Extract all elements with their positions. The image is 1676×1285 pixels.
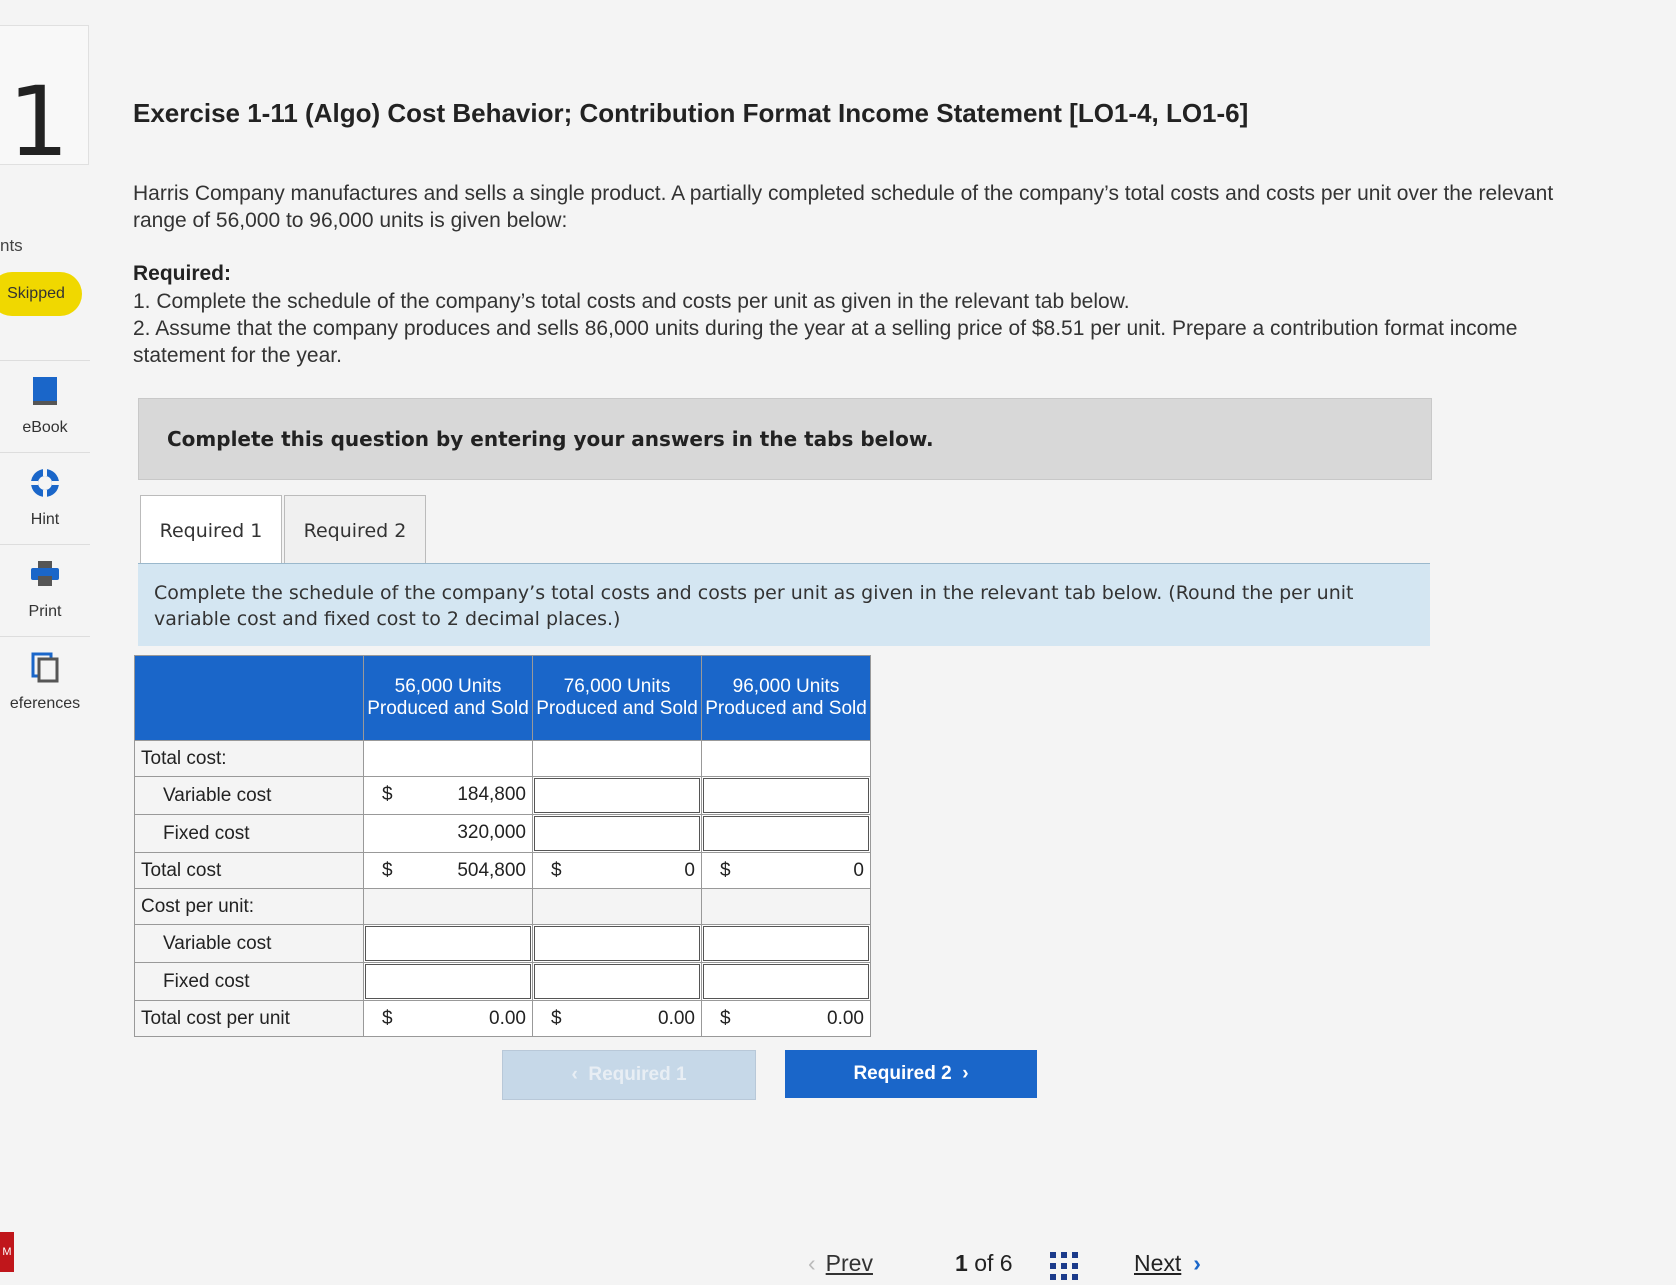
total-per-unit-96k: $ 0.00: [702, 1001, 871, 1037]
row-label-cost-per-unit-header: Cost per unit:: [135, 889, 364, 925]
required-item-2: 2. Assume that the company produces and sells 86,000 units during the year at a selling price of $8.51 per unit. Prepare a contribution format income statement for the year.: [133, 317, 1518, 367]
chevron-right-icon: ›: [951, 1063, 969, 1084]
printer-icon: [29, 559, 61, 594]
row-label-total-cost-header: Total cost:: [135, 741, 364, 777]
table-row: [135, 963, 871, 1001]
fixed-cost-96k-input[interactable]: [703, 816, 869, 851]
sidebar-item-label: Print: [28, 603, 62, 620]
tab-required-2[interactable]: Required 2: [284, 495, 426, 566]
variable-cost-per-unit-96k-input[interactable]: [703, 926, 869, 961]
row-label-variable-cost: Variable cost: [135, 777, 364, 815]
status-badge: Skipped: [0, 272, 82, 316]
required-item-1: 1. Complete the schedule of the company’s total costs and costs per unit as given in the relevant tab below.: [133, 290, 1130, 313]
instructions-text: Complete this question by entering your answers in the tabs below.: [167, 427, 934, 451]
tab-instructions-box: [138, 563, 1430, 646]
question-number: 1: [8, 66, 70, 178]
copy-icon: [30, 651, 60, 688]
table-row: [135, 889, 871, 925]
sidebar-item-hint[interactable]: [0, 452, 90, 537]
pager-prev-link[interactable]: ‹ Prev: [808, 1250, 873, 1276]
fixed-cost-per-unit-76k-input[interactable]: [534, 964, 700, 999]
question-number-box: [0, 25, 89, 178]
header-76k: 76,000 Units Produced and Sold: [533, 656, 702, 741]
table-row: [135, 1001, 871, 1037]
required-heading: Required:: [133, 262, 232, 285]
fixed-cost-56k: 320,000: [364, 815, 533, 853]
book-icon: [30, 375, 60, 412]
total-cost-56k: $ 504,800: [364, 853, 533, 889]
header-96k: 96,000 Units Produced and Sold: [702, 656, 871, 741]
header-blank: [135, 656, 364, 741]
table-row: [135, 741, 871, 777]
variable-cost-76k-input[interactable]: [534, 778, 700, 813]
total-cost-76k: $ 0: [533, 853, 702, 889]
row-label-variable-cost-per-unit: Variable cost: [135, 925, 364, 963]
sidebar-item-label: eferences: [9, 695, 81, 712]
table-row: [135, 925, 871, 963]
sidebar-item-label: Hint: [30, 511, 60, 528]
sidebar-item-references[interactable]: [0, 636, 90, 721]
sidebar-item-ebook[interactable]: [0, 360, 90, 445]
tab-required-1[interactable]: Required 1: [140, 495, 282, 566]
sidebar-item-print[interactable]: [0, 544, 90, 629]
table-row: [135, 777, 871, 815]
total-per-unit-56k: $ 0.00: [364, 1001, 533, 1037]
total-cost-96k: $ 0: [702, 853, 871, 889]
page-title: Exercise 1-11 (Algo) Cost Behavior; Contribution Format Income Statement [LO1-4, LO1-6]: [133, 98, 1249, 128]
variable-cost-56k: $ 184,800: [364, 777, 533, 815]
table-row: [135, 853, 871, 889]
pager-next-link[interactable]: Next ›: [1134, 1250, 1201, 1276]
left-sidebar: [0, 0, 90, 1284]
problem-intro: Harris Company manufactures and sells a single product. A partially completed schedule of the company’s total costs and costs per unit over the relevant range of 56,000 to 96,000 units is given below:: [133, 182, 1554, 232]
header-56k: 56,000 Units Produced and Sold: [364, 656, 533, 741]
instructions-box: [138, 398, 1432, 480]
chevron-right-icon: ›: [1193, 1250, 1201, 1276]
chevron-left-icon: ‹: [571, 1064, 589, 1085]
chevron-left-icon: ‹: [808, 1250, 816, 1276]
row-label-total-cost: Total cost: [135, 853, 364, 889]
lifebuoy-icon: [29, 467, 61, 504]
variable-cost-96k-input[interactable]: [703, 778, 869, 813]
total-per-unit-76k: $ 0.00: [533, 1001, 702, 1037]
fixed-cost-per-unit-96k-input[interactable]: [703, 964, 869, 999]
fixed-cost-76k-input[interactable]: [534, 816, 700, 851]
cost-schedule-table: [134, 655, 871, 1037]
variable-cost-per-unit-76k-input[interactable]: [534, 926, 700, 961]
row-label-fixed-cost: Fixed cost: [135, 815, 364, 853]
row-label-fixed-cost-per-unit: Fixed cost: [135, 963, 364, 1001]
table-header-row: [135, 656, 871, 741]
sidebar-item-label: eBook: [22, 419, 68, 436]
prev-required-button[interactable]: ‹ Required 1: [502, 1050, 756, 1100]
fixed-cost-per-unit-56k-input[interactable]: [365, 964, 531, 999]
variable-cost-per-unit-56k-input[interactable]: [365, 926, 531, 961]
next-required-button[interactable]: Required 2 ›: [785, 1050, 1037, 1098]
points-label: nts: [0, 236, 23, 255]
grid-icon[interactable]: [1050, 1252, 1078, 1285]
row-label-total-cost-per-unit: Total cost per unit: [135, 1001, 364, 1037]
mcgraw-hill-logo: M: [0, 1232, 14, 1272]
table-row: [135, 815, 871, 853]
pager-count: 1 of 6: [955, 1250, 1013, 1276]
tab-instructions-text: Complete the schedule of the company’s total costs and costs per unit as given in the relevant tab below. (Round the per unit variable cost and fixed cost to 2 decimal places.): [154, 582, 1354, 630]
